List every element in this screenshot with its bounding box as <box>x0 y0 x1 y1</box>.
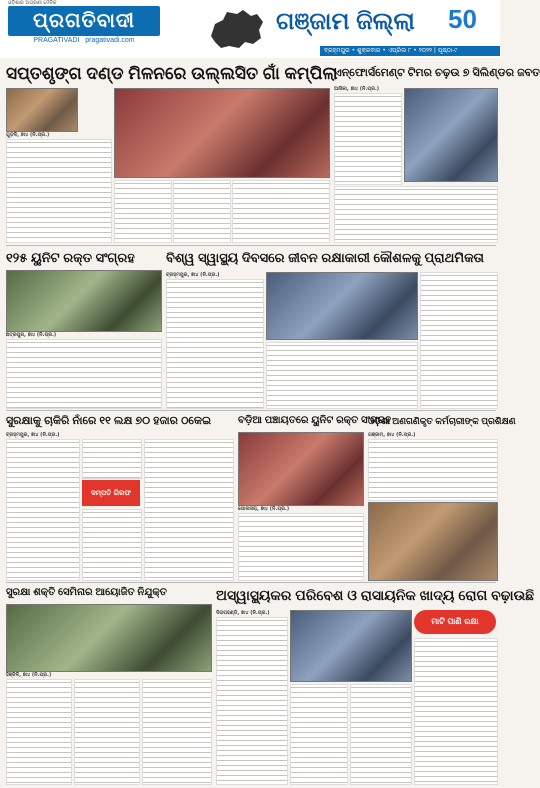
divider <box>6 245 496 246</box>
district-map-icon <box>205 6 267 52</box>
story9-body <box>216 617 288 785</box>
tagline: ଓଡ଼ିଶାର ଅଗ୍ରଣୀ ଦୈନିକ <box>8 0 57 6</box>
story9-body-4 <box>414 638 498 785</box>
story6-headline[interactable]: ବଡ଼ିଆ ପଞ୍ଚାୟତରେ ୟୁନିଟ ରକ୍ତ ସଂଗ୍ରହ <box>238 415 392 426</box>
story8-byline: ହିଞ୍ଜିଳି, ୭ା୪ (ନି.ପ୍ର.) <box>6 672 52 678</box>
story9-byline: ଦିଗପହଣ୍ଡି, ୭ା୪ (ନି.ପ୍ର.) <box>216 610 270 616</box>
story7-photo <box>368 502 498 581</box>
story8-headline[interactable]: ସୁରକ୍ଷା ଶକ୍ତି ସେମିନାର ଆୟୋଜିତ ନିଯୁକ୍ତ <box>6 587 167 598</box>
story4-byline: ବ୍ରହ୍ମପୁର, ୭ା୪ (ନି.ପ୍ର.) <box>166 272 220 278</box>
story8-photo <box>6 604 212 672</box>
story5-byline: ବ୍ରହ୍ମପୁର, ୭ା୪ (ନି.ପ୍ର.) <box>6 432 60 438</box>
story9-headline[interactable]: ଅସ୍ୱାସ୍ଥ୍ୟକର ପରିବେଶ ଓ ରାସାୟନିକ ଖାଦ୍ୟ ରୋଗ ବଢ଼ାଉଛି <box>216 587 535 603</box>
story1-body-2 <box>114 180 172 243</box>
divider-3 <box>6 582 496 583</box>
story4-body-2 <box>420 272 498 409</box>
story8-body-3 <box>142 679 212 785</box>
story7-headline[interactable]: ଓଡ଼ିଶା ଅଣଗଣିକୃତ କର୍ମଚାରୀଙ୍କ ପ୍ରଶିକ୍ଷଣ <box>368 416 516 426</box>
story4-body-3 <box>266 342 418 409</box>
newspaper-logo[interactable]: ପ୍ରଗତିବାଦୀ <box>8 6 160 36</box>
story4-body <box>166 279 264 409</box>
story9-body-2 <box>290 684 348 785</box>
story2-photo <box>404 88 498 182</box>
story5-headline[interactable]: ସୁରକ୍ଷାକୁ ଚାକିରି ନାଁରେ ୧୧ ଲକ୍ଷ ୭୦ ହଜାର ଠକେଇ <box>6 415 212 427</box>
story4-headline[interactable]: ବିଶ୍ୱ ସ୍ୱାସ୍ଥ୍ୟ ଦିବସରେ ଜୀବନ ରକ୍ଷାକାରୀ କୌଶଳକୁ ପ୍ରାଥମିକତା <box>166 250 485 265</box>
logo-subtitle: PRAGATIVADI pragativadi.com <box>33 37 135 44</box>
dateline: ବ୍ରହ୍ମପୁର • ଶୁକ୍ରବାର • ଏପ୍ରିଲ ୮ • ୨୦୨୨ | ପୃଷ୍ଠା-୯ <box>320 46 500 56</box>
story2-body <box>334 93 402 185</box>
story5-highlight-box: ଦମ୍ପତି ଗିରଫ <box>82 480 140 506</box>
divider-2 <box>6 410 496 411</box>
story2-headline[interactable]: ଏନ୍‌ଫୋର୍ସମେଣ୍ଟ ଟିମର ଚଢ଼ଉ ୭ ସିଲିଣ୍ଡର ଜବତ <box>334 67 540 79</box>
story9-photo <box>290 610 412 682</box>
story4-photo <box>266 272 418 340</box>
story1-body-4 <box>232 180 330 243</box>
story8-body <box>6 679 72 785</box>
site-url: pragativadi.com <box>85 37 135 44</box>
story5-body-2 <box>82 439 142 479</box>
story5-body <box>6 439 80 581</box>
story2-body-2 <box>334 186 498 243</box>
story1-body <box>6 139 112 243</box>
story3-body <box>6 339 162 409</box>
story3-headline[interactable]: ୧୨୫ ୟୁନିଟ ରକ୍ତ ସଂଗ୍ରହ <box>6 250 135 265</box>
story7-body <box>368 439 498 501</box>
story8-body-2 <box>74 679 140 785</box>
masthead <box>0 0 500 58</box>
story1-photo-small <box>6 88 78 132</box>
story9-highlight-box: ମାଟି ପାଣି ରକ୍ଷା <box>414 610 496 634</box>
story7-byline: ଗଞ୍ଜାମ, ୭ା୪ (ନି.ପ୍ର.) <box>368 432 416 438</box>
story5-body-3 <box>82 509 142 581</box>
story1-byline: ଗୁଡ଼ଳି, ୭ା୪ (ନି.ପ୍ର.) <box>6 132 50 138</box>
story1-photo <box>114 88 330 178</box>
story6-byline: ପୋଲସରା, ୭ା୪ (ନି.ପ୍ର.) <box>238 506 290 512</box>
story1-headline[interactable]: ସପ୍ତଶୃଙ୍ଗ ଦଣ୍ଡ ମିଳନରେ ଉଲ୍ଲସିତ ଗାଁ କମ୍ପିଲା <box>6 64 338 83</box>
story6-body <box>238 513 364 581</box>
story3-byline: ଛତ୍ରପୁର, ୭ା୪ (ନି.ପ୍ର.) <box>6 332 57 338</box>
story1-body-3 <box>173 180 231 243</box>
story2-byline: ଆସିକା, ୭ା୪ (ନି.ପ୍ର.) <box>334 86 380 92</box>
story5-body-4 <box>144 439 234 581</box>
story3-photo <box>6 270 162 332</box>
anniversary-badge: 50 <box>448 4 477 34</box>
district-title: ଗଞ୍ଜାମ ଜିଲ୍ଲା <box>276 8 415 35</box>
story6-photo <box>238 432 364 506</box>
story9-body-3 <box>350 684 412 785</box>
